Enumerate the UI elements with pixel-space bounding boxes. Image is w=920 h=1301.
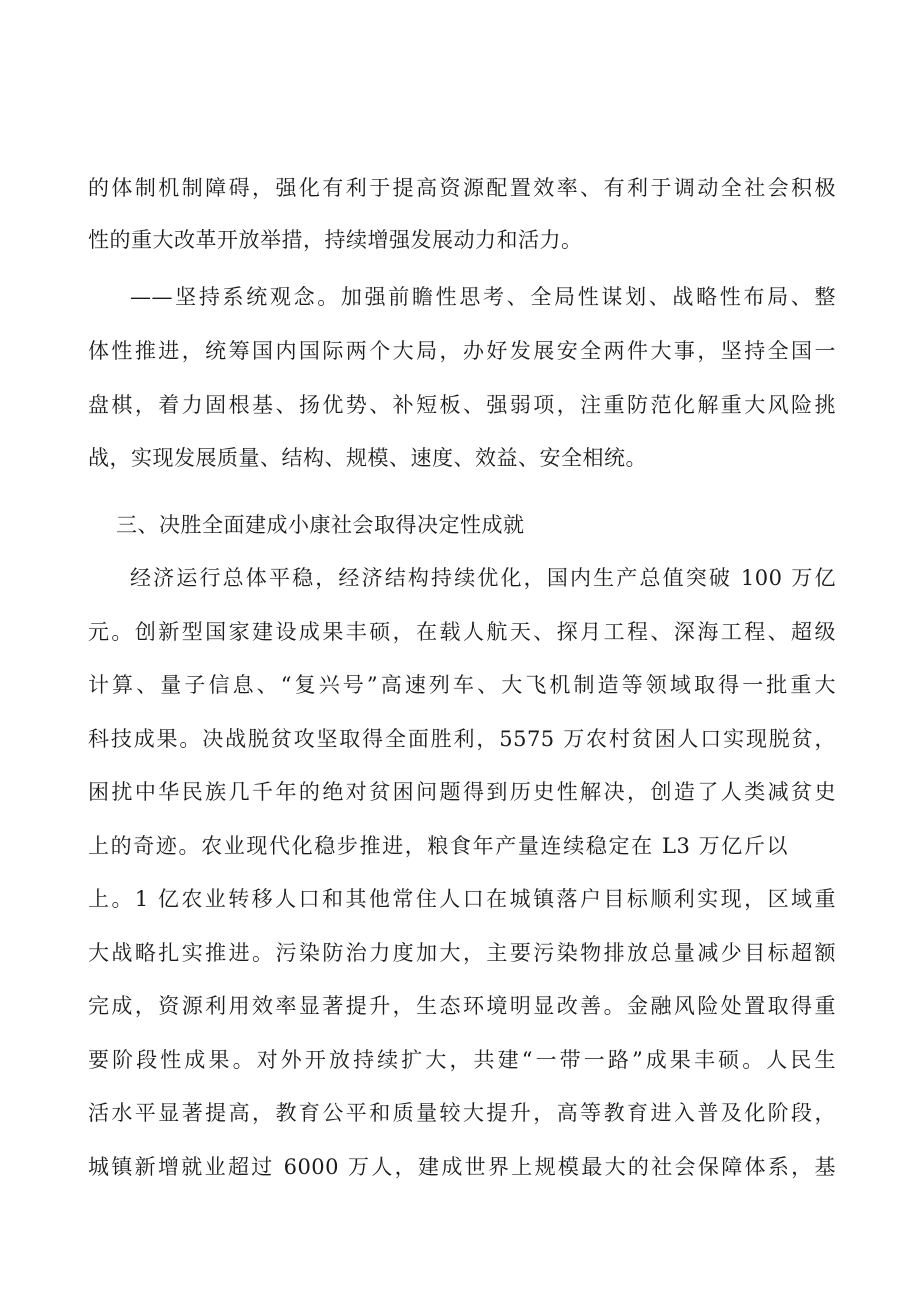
paragraph-line: 战，实现发展质量、结构、规模、速度、效益、安全相统。 <box>88 446 647 470</box>
paragraph-line: 元。创新型国家建设成果丰硕，在载人航天、探月工程、深海工程、超级 <box>88 620 836 644</box>
section-heading: 三、决胜全面建成小康社会取得决定性成就 <box>116 513 525 537</box>
paragraph-line: 活水平显著提高，教育公平和质量较大提升，高等教育进入普及化阶段， <box>88 1101 836 1125</box>
paragraph-line: 困扰中华民族几千年的绝对贫困问题得到历史性解决，创造了人类减贫史 <box>88 780 836 804</box>
paragraph-line: 经济运行总体平稳，经济结构持续优化，国内生产总值突破 100 万亿 <box>130 566 836 590</box>
paragraph-line: 盘棋，着力固根基、扬优势、补短板、强弱项，注重防范化解重大风险挑 <box>88 393 836 417</box>
paragraph-line: 完成，资源利用效率显著提升，生态环境明显改善。金融风险处置取得重 <box>88 994 836 1018</box>
paragraph-line: ——坚持系统观念。加强前瞻性思考、全局性谋划、战略性布局、整 <box>130 285 836 309</box>
paragraph-line: 上。1 亿农业转移人口和其他常住人口在城镇落户目标顺利实现，区域重 <box>88 887 836 911</box>
paragraph-line: 体性推进，统筹国内国际两个大局，办好发展安全两件大事，坚持全国一 <box>88 339 836 363</box>
paragraph-line: 要阶段性成果。对外开放持续扩大，共建“一带一路”成果丰硕。人民生 <box>88 1048 836 1072</box>
paragraph-line: 科技成果。决战脱贫攻坚取得全面胜利，5575 万农村贫困人口实现脱贫， <box>88 727 836 751</box>
paragraph-line: 的体制机制障碍，强化有利于提高资源配置效率、有利于调动全社会积极 <box>88 176 836 200</box>
paragraph-line: 大战略扎实推进。污染防治力度加大，主要污染物排放总量减少目标超额 <box>88 941 836 965</box>
paragraph-line: 上的奇迹。农业现代化稳步推进，粮食年产量连续稳定在 L3 万亿斤以 <box>88 834 788 858</box>
paragraph-line: 城镇新增就业超过 6000 万人，建成世界上规模最大的社会保障体系，基 <box>88 1155 836 1179</box>
paragraph-line: 计算、量子信息、“复兴号”高速列车、大飞机制造等领域取得一批重大 <box>88 673 836 697</box>
paragraph-line: 性的重大改革开放举措，持续增强发展动力和活力。 <box>88 228 583 252</box>
